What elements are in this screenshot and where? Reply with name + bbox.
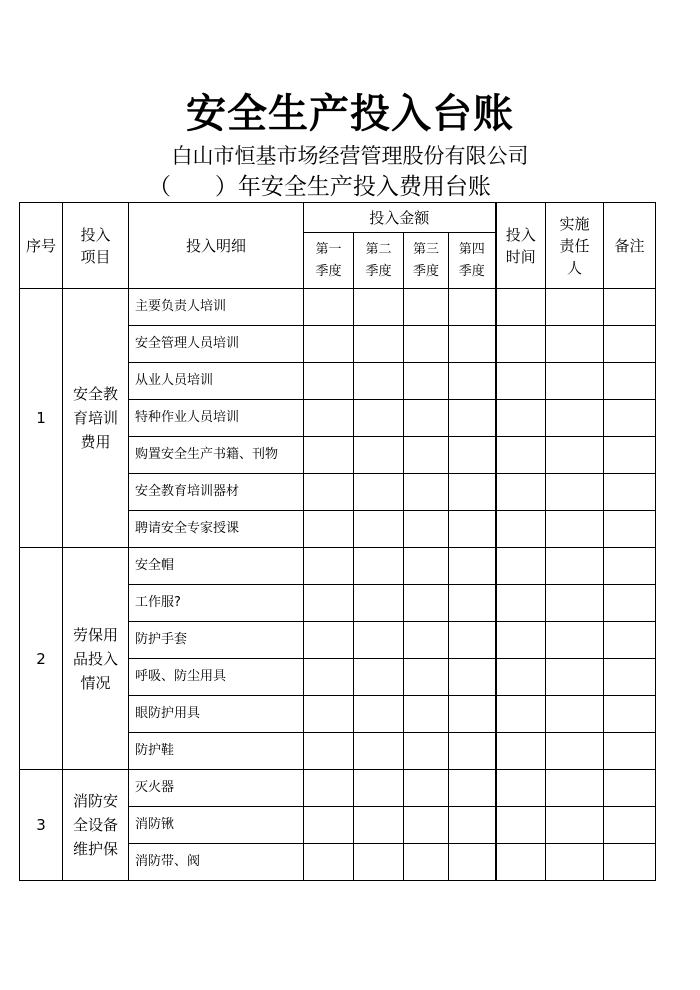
detail-cell: 从业人员培训 (129, 363, 304, 400)
time-cell[interactable] (496, 659, 546, 696)
detail-cell: 安全帽 (129, 548, 304, 585)
header-remark: 备注 (604, 203, 656, 289)
detail-cell: 特种作业人员培训 (129, 400, 304, 437)
header-person: 实施责任人 (546, 203, 604, 289)
q2-cell[interactable] (354, 511, 404, 548)
group-category (63, 289, 129, 548)
remark-cell[interactable] (604, 696, 656, 733)
q3-cell[interactable] (404, 770, 449, 807)
q1-cell[interactable] (304, 511, 354, 548)
detail-cell: 聘请安全专家授课 (129, 511, 304, 548)
q2-cell[interactable] (354, 437, 404, 474)
detail-cell: 眼防护用具 (129, 696, 304, 733)
remark-cell[interactable] (604, 622, 656, 659)
q4-cell[interactable] (449, 548, 496, 585)
group-category (63, 770, 129, 881)
group-category-label: 消防安全设备维护保 (72, 792, 118, 858)
q4-cell[interactable] (449, 363, 496, 400)
detail-cell: 购置安全生产书籍、刊物 (129, 437, 304, 474)
detail-cell: 防护手套 (129, 622, 304, 659)
q3-cell[interactable] (404, 326, 449, 363)
group-category-label: 劳保用品投入情况 (72, 625, 118, 692)
q4-cell[interactable] (449, 400, 496, 437)
q2-cell[interactable] (354, 659, 404, 696)
q4-cell[interactable] (449, 844, 496, 881)
remark-cell[interactable] (604, 733, 656, 770)
q3-cell[interactable] (404, 511, 449, 548)
person-cell[interactable] (546, 400, 604, 437)
q4-cell[interactable] (449, 511, 496, 548)
group-seq: 2 (20, 548, 63, 770)
q2-cell[interactable] (354, 363, 404, 400)
detail-cell: 呼吸、防尘用具 (129, 659, 304, 696)
detail-cell: 消防带、阀 (129, 844, 304, 881)
remark-cell[interactable] (604, 400, 656, 437)
detail-cell: 安全教育培训器材 (129, 474, 304, 511)
table-subtitle: （ ）年安全生产投入费用台账 (148, 174, 491, 200)
time-cell[interactable] (496, 770, 546, 807)
remark-cell[interactable] (604, 770, 656, 807)
time-cell[interactable] (496, 548, 546, 585)
remark-cell[interactable] (604, 326, 656, 363)
document-title: 安全生产投入台账 (186, 91, 514, 137)
remark-cell[interactable] (604, 548, 656, 585)
remark-cell[interactable] (604, 807, 656, 844)
header-q2: 第二季度 (354, 233, 404, 289)
q3-cell[interactable] (404, 474, 449, 511)
header-detail: 投入明细 (129, 203, 304, 289)
remark-cell[interactable] (604, 511, 656, 548)
q1-cell[interactable] (304, 474, 354, 511)
q4-cell[interactable] (449, 437, 496, 474)
remark-cell[interactable] (604, 585, 656, 622)
q3-cell[interactable] (404, 363, 449, 400)
time-cell[interactable] (496, 585, 546, 622)
q1-cell[interactable] (304, 363, 354, 400)
header-seq: 序号 (20, 203, 63, 289)
q4-cell[interactable] (449, 326, 496, 363)
time-cell[interactable] (496, 363, 546, 400)
q2-cell[interactable] (354, 770, 404, 807)
time-cell[interactable] (496, 474, 546, 511)
q2-cell[interactable] (354, 400, 404, 437)
header-q1: 第一季度 (304, 233, 354, 289)
q3-cell[interactable] (404, 807, 449, 844)
q4-cell[interactable] (449, 696, 496, 733)
q3-cell[interactable] (404, 696, 449, 733)
q1-cell[interactable] (304, 733, 354, 770)
table-row (20, 770, 656, 807)
q1-cell[interactable] (304, 696, 354, 733)
time-cell[interactable] (496, 622, 546, 659)
q1-cell[interactable] (304, 548, 354, 585)
person-cell[interactable] (546, 289, 604, 326)
time-cell[interactable] (496, 733, 546, 770)
q1-cell[interactable] (304, 437, 354, 474)
person-cell[interactable] (546, 696, 604, 733)
person-cell[interactable] (546, 326, 604, 363)
time-cell[interactable] (496, 400, 546, 437)
q1-cell[interactable] (304, 326, 354, 363)
person-cell[interactable] (546, 844, 604, 881)
time-cell[interactable] (496, 844, 546, 881)
remark-cell[interactable] (604, 363, 656, 400)
detail-cell: 灭火器 (129, 770, 304, 807)
q4-cell[interactable] (449, 474, 496, 511)
company-name: 白山市恒基市场经营管理股份有限公司 (171, 144, 529, 168)
person-cell[interactable] (546, 770, 604, 807)
q1-cell[interactable] (304, 289, 354, 326)
q3-cell[interactable] (404, 437, 449, 474)
group-category-label: 安全教育培训费用 (72, 385, 118, 451)
q1-cell[interactable] (304, 622, 354, 659)
q1-cell[interactable] (304, 400, 354, 437)
person-cell[interactable] (546, 511, 604, 548)
q1-cell[interactable] (304, 585, 354, 622)
time-cell[interactable] (496, 437, 546, 474)
header-item: 投入项目 (63, 203, 129, 289)
person-cell[interactable] (546, 585, 604, 622)
q2-cell[interactable] (354, 696, 404, 733)
q2-cell[interactable] (354, 622, 404, 659)
header-q4: 第四季度 (449, 233, 496, 289)
remark-cell[interactable] (604, 289, 656, 326)
q1-cell[interactable] (304, 844, 354, 881)
header-q3: 第三季度 (404, 233, 449, 289)
person-cell[interactable] (546, 363, 604, 400)
person-cell[interactable] (546, 622, 604, 659)
q4-cell[interactable] (449, 289, 496, 326)
person-cell[interactable] (546, 474, 604, 511)
time-cell[interactable] (496, 511, 546, 548)
q2-cell[interactable] (354, 326, 404, 363)
person-cell[interactable] (546, 733, 604, 770)
q2-cell[interactable] (354, 733, 404, 770)
q4-cell[interactable] (449, 659, 496, 696)
q4-cell[interactable] (449, 733, 496, 770)
q3-cell[interactable] (404, 400, 449, 437)
detail-cell: 消防锹 (129, 807, 304, 844)
q1-cell[interactable] (304, 770, 354, 807)
remark-cell[interactable] (604, 437, 656, 474)
q2-cell[interactable] (354, 844, 404, 881)
q3-cell[interactable] (404, 844, 449, 881)
person-cell[interactable] (546, 807, 604, 844)
q2-cell[interactable] (354, 474, 404, 511)
q1-cell[interactable] (304, 807, 354, 844)
header-time: 投入时间 (496, 203, 546, 289)
q3-cell[interactable] (404, 733, 449, 770)
q3-cell[interactable] (404, 548, 449, 585)
q3-cell[interactable] (404, 585, 449, 622)
time-cell[interactable] (496, 289, 546, 326)
q1-cell[interactable] (304, 659, 354, 696)
group-category (63, 548, 129, 770)
remark-cell[interactable] (604, 844, 656, 881)
time-cell[interactable] (496, 326, 546, 363)
remark-cell[interactable] (604, 474, 656, 511)
group-seq: 1 (20, 289, 63, 548)
q3-cell[interactable] (404, 659, 449, 696)
q4-cell[interactable] (449, 585, 496, 622)
group-seq: 3 (20, 770, 63, 881)
person-cell[interactable] (546, 437, 604, 474)
time-cell[interactable] (496, 807, 546, 844)
header-amount: 投入金额 (304, 203, 496, 233)
investment-ledger-table (19, 202, 656, 881)
q4-cell[interactable] (449, 622, 496, 659)
detail-cell: 工作服? (129, 585, 304, 622)
time-cell[interactable] (496, 696, 546, 733)
q3-cell[interactable] (404, 622, 449, 659)
table-row (20, 289, 656, 326)
detail-cell: 安全管理人员培训 (129, 326, 304, 363)
person-cell[interactable] (546, 548, 604, 585)
person-cell[interactable] (546, 659, 604, 696)
q3-cell[interactable] (404, 289, 449, 326)
detail-cell: 主要负责人培训 (129, 289, 304, 326)
ledger-body (20, 289, 656, 881)
q4-cell[interactable] (449, 770, 496, 807)
q2-cell[interactable] (354, 585, 404, 622)
q2-cell[interactable] (354, 289, 404, 326)
table-row (20, 548, 656, 585)
detail-cell: 防护鞋 (129, 733, 304, 770)
remark-cell[interactable] (604, 659, 656, 696)
q2-cell[interactable] (354, 548, 404, 585)
q2-cell[interactable] (354, 807, 404, 844)
q4-cell[interactable] (449, 807, 496, 844)
